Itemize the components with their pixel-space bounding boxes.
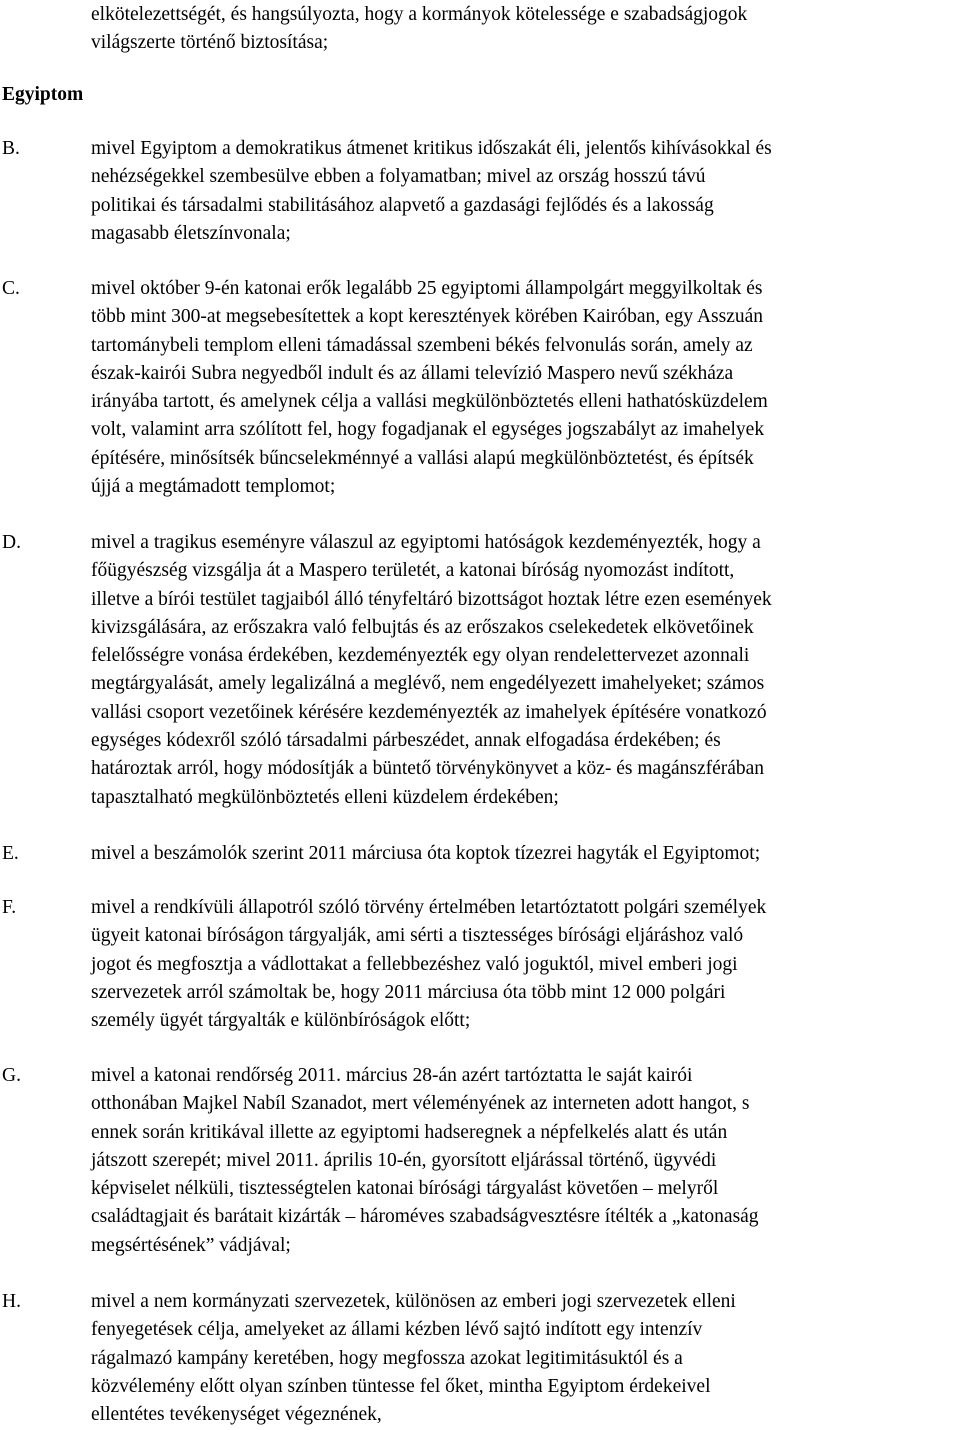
recital-letter: C. [2, 278, 20, 299]
text-line: illetve a bírói testület tagjaiból álló tényfeltáró bizottságot hoztak létre ezen események [91, 588, 772, 610]
recital-text [91, 894, 957, 1035]
text-line: fenyegetések célja, amelyeket az állami kézben lévő sajtó indított egy intenzív [91, 1319, 703, 1341]
text-line: felelősségre vonása érdekében, kezdeményezték egy olyan rendelettervezet azonnali [91, 645, 750, 667]
text-line: több mint 300-at megsebesítettek a kopt keresztények körében Kairóban, egy Asszuán [91, 306, 764, 328]
text-line: nehézségekkel szembesülve ebben a folyamatban; mivel az ország hosszú távú [91, 166, 706, 188]
text-line: újjá a megtámadott templomot; [91, 476, 336, 498]
text-line: szervezetek arról számoltak be, hogy 2011 márciusa óta több mint 12 000 polgári [91, 981, 726, 1003]
text-line: játszott szerepét; mivel 2011. április 10-én, gyorsított eljárással történő, ügyvédi [91, 1149, 717, 1171]
text-line: észak-kairói Subra negyedből indult és az állami televízió Maspero nevű székháza [91, 362, 734, 384]
text-line: mivel Egyiptom a demokratikus átmenet kritikus időszakát éli, jelentős kihívásokkal és [91, 138, 772, 159]
text-line: otthonában Majkel Nabíl Szanadot, mert véleményének az interneten adott hangot, s [91, 1093, 750, 1115]
text-line: világszerte történő biztosítása; [91, 32, 329, 54]
text-line: megtárgyalását, amely legalizálná a meglévő, nem engedélyezett imahelyeket; számos [91, 673, 765, 695]
recital-text [91, 1288, 957, 1429]
recital-letter: H. [2, 1291, 21, 1312]
recital-text [91, 135, 957, 248]
recital-letter: E. [2, 843, 19, 864]
recital-letter: G. [2, 1065, 21, 1086]
text-line: ellentétes tevékenységet végeznének, [91, 1404, 382, 1426]
text-line: személy ügyét tárgyalták e különbíróságok előtt; [91, 1010, 471, 1032]
recital-text [91, 840, 957, 868]
text-line: tartománybeli templom elleni támadással szembeni békés felvonulás során, amely az [91, 334, 753, 356]
recital-letter: F. [2, 897, 17, 918]
text-line: közvélemény előtt olyan színben tüntesse fel őket, mintha Egyiptom érdekeivel [91, 1375, 711, 1397]
text-line: elkötelezettségét, és hangsúlyozta, hogy a kormányok kötelessége e szabadságjogok [91, 4, 748, 25]
text-line: határoztak arról, hogy módosítják a büntető törvénykönyvet a köz- és magánszférában [91, 758, 765, 780]
text-line: mivel a tragikus eseményre válaszul az egyiptomi hatóságok kezdeményezték, hogy a [91, 532, 761, 553]
section-heading: Egyiptom [2, 84, 84, 105]
text-line: mivel a rendkívüli állapotról szóló törvény értelmében letartóztatott polgári személyek [91, 897, 767, 918]
text-line: mivel a nem kormányzati szervezetek, különösen az emberi jogi szervezetek elleni [91, 1291, 736, 1312]
text-line: rágalmazó kampány keretében, hogy megfossza azokat legitimitásuktól és a [91, 1347, 683, 1369]
recital-letter: D. [2, 532, 21, 553]
text-line: megsértésének” vádjával; [91, 1234, 291, 1256]
recital-letter: B. [2, 138, 20, 159]
recital-text [91, 275, 957, 501]
text-line: jogot és megfosztja a vádlottakat a fellebbezéshez való joguktól, mivel emberi jogi [91, 953, 738, 975]
text-line: egységes kódexről szóló társadalmi párbeszédet, annak elfogadása érdekében; és [91, 730, 721, 752]
intro-paragraph [91, 1, 957, 58]
text-line: mivel a beszámolók szerint 2011 márciusa óta koptok tízezrei hagyták el Egyiptomot; [91, 843, 761, 864]
text-line: politikai és társadalmi stabilitásához alapvető a gazdasági fejlődés és a lakosság [91, 194, 714, 216]
text-line: tapasztalható megkülönböztetés elleni küzdelem érdekében; [91, 786, 559, 808]
text-line: ügyeit katonai bíróságon tárgyalják, ami sérti a tisztességes bírósági eljáráshoz való [91, 925, 744, 947]
text-line: építésére, minősítsék bűncselekménnyé a vallási alapú megkülönböztetést, és építsék [91, 447, 754, 469]
text-line: mivel október 9-én katonai erők legalább 25 egyiptomi állampolgárt meggyilkoltak és [91, 278, 763, 299]
text-line: kivizsgálására, az erőszakra való felbujtás és az erőszakos cselekedetek elkövetőinek [91, 616, 754, 638]
text-line: irányába tartott, és amelynek célja a vallási megkülönböztetés elleni hathatósküzdelem [91, 391, 768, 413]
text-line: vallási csoport vezetőinek kérésére kezdeményezték az imahelyek építésére vonatkozó [91, 701, 767, 723]
text-line: volt, valamint arra szólított fel, hogy fogadjanak el egységes jogszabályt az imahelyek [91, 419, 765, 441]
text-line: magasabb életszínvonala; [91, 222, 291, 244]
text-line: ennek során kritikával illette az egyiptomi hadseregnek a népfelkelés alatt és után [91, 1121, 728, 1143]
text-line: képviselet nélküli, tisztességtelen katonai bírósági tárgyalást követően – melyről [91, 1178, 719, 1200]
recital-text [91, 529, 957, 812]
text-line: főügyészség vizsgálja át a Maspero területét, a katonai bíróság nyomozást indított, [91, 560, 735, 582]
recital-text [91, 1062, 957, 1260]
text-line: mivel a katonai rendőrség 2011. március 28-án azért tartóztatta le saját kairói [91, 1065, 693, 1086]
text-line: családtagjait és barátait kizárták – hároméves szabadságvesztésre ítélték a „katonaság [91, 1206, 759, 1228]
